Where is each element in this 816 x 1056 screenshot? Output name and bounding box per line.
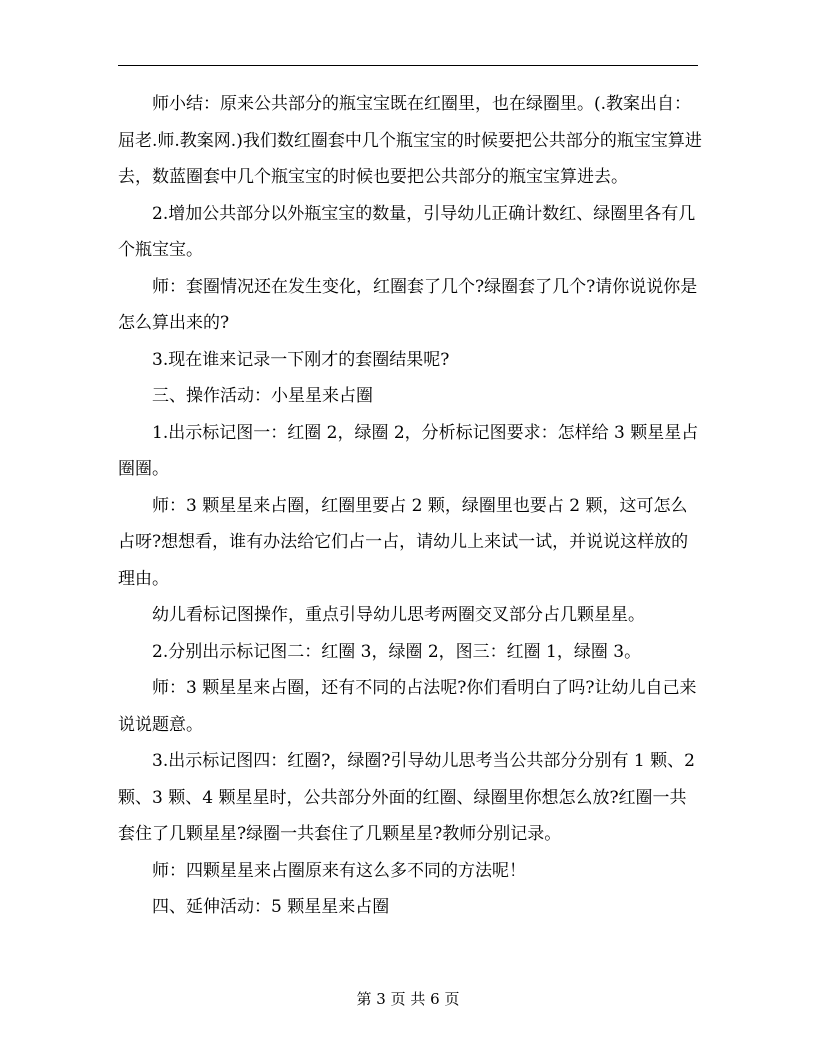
header-rule (118, 65, 698, 66)
paragraph-9: 2.分别出示标记图二：红圈 3，绿圈 2，图三：红圈 1，绿圈 3。 (152, 641, 642, 662)
document-body (118, 86, 702, 926)
paragraph-6: 1.出示标记图一：红圈 2，绿圈 2，分析标记图要求：怎样给 3 颗星星占圈圈。 (118, 422, 699, 479)
section-heading-4: 四、延伸活动：5 颗星星来占圈 (152, 897, 390, 917)
paragraph-2: 2.增加公共部分以外瓶宝宝的数量，引导幼儿正确计数红、绿圈里各有几个瓶宝宝。 (118, 203, 696, 260)
page-footer: 第 3 页 共 6 页 (356, 990, 460, 1008)
paragraph-10: 师：3 颗星星来占圈，还有不同的占法呢?你们看明白了吗?让幼儿自己来说说题意。 (118, 678, 697, 735)
paragraph-8: 幼儿看标记图操作，重点引导幼儿思考两圈交叉部分占几颗星星。 (152, 605, 645, 625)
paragraph-1: 师小结：原来公共部分的瓶宝宝既在红圈里，也在绿圈里。(.教案出自：屈老.师.教案网.)我们数红圈套中几个瓶宝宝的时候要把公共部分的瓶宝宝算进去，数蓝圈套中几个瓶宝宝的时候也要把公共部分的瓶宝宝算进去。 (118, 94, 702, 187)
paragraph-12: 师：四颗星星来占圈原来有这么多不同的方法呢！ (152, 860, 526, 881)
paragraph-7: 师：3 颗星星来占圈，红圈里要占 2 颗，绿圈里也要占 2 颗，这可怎么占呀?想想看，谁有办法给它们占一占，请幼儿上来试一试，并说说这样放的理由。 (118, 495, 689, 589)
paragraph-11: 3.出示标记图四：红圈?，绿圈?引导幼儿思考当公共部分分别有 1 颗、2 颗、3 颗、4 颗星星时，公共部分外面的红圈、绿圈里你想怎么放?红圈一共套住了几颗星星?绿圈一共套住了几颗星星?教师分别记录。 (118, 751, 701, 844)
paragraph-4: 3.现在谁来记录一下刚才的套圈结果呢? (152, 349, 450, 370)
section-heading-3: 三、操作活动：小星星来占圈 (152, 386, 373, 406)
paragraph-3: 师：套圈情况还在发生变化，红圈套了几个?绿圈套了几个?请你说说你是怎么算出来的? (118, 276, 698, 333)
